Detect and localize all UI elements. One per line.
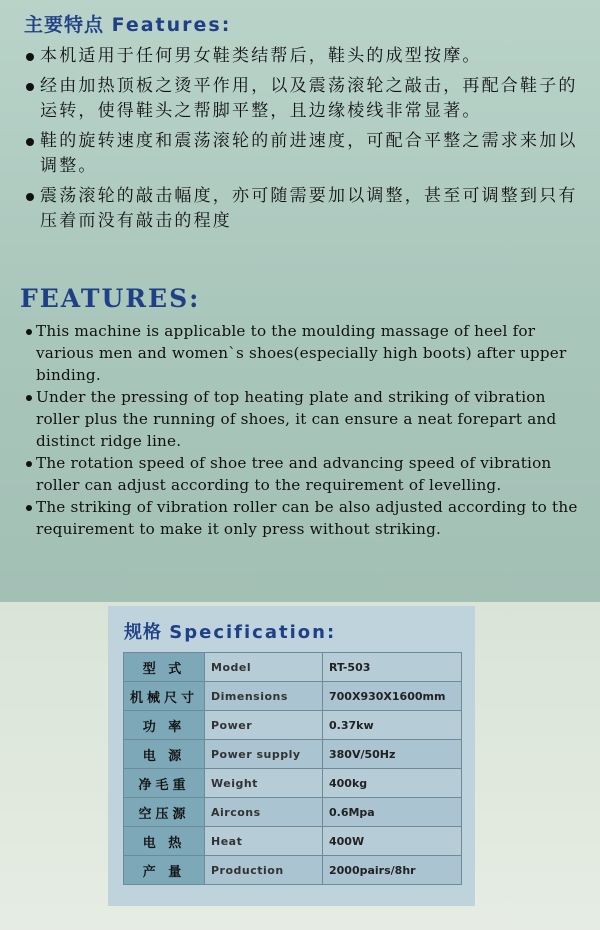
spec-title: [124, 618, 336, 644]
spec-value: 0.6Mpa: [323, 798, 462, 827]
en-feature-item: This machine is applicable to the moulding massage of heel for various men and women`s shoes(especially high boots) after upper binding.: [26, 320, 586, 386]
spec-label-cn: 电 热: [124, 827, 205, 856]
cn-features-heading: [24, 10, 231, 37]
spec-label-cn: 型 式: [124, 653, 205, 682]
spec-title-english: Specification:: [169, 622, 337, 643]
specification-panel: [108, 606, 475, 906]
bullet-icon: [26, 329, 32, 335]
spec-label-en: Dimensions: [205, 682, 323, 711]
spec-value: 2000pairs/8hr: [323, 856, 462, 885]
spec-label-cn: 空压源: [124, 798, 205, 827]
spec-label-en: Heat: [205, 827, 323, 856]
spec-label-cn: 产 量: [124, 856, 205, 885]
cn-feature-item: 经由加热顶板之烫平作用，以及震荡滚轮之敲击，再配合鞋子的运转，使得鞋头之帮脚平整，且边缘棱线非常显著。: [26, 74, 586, 124]
en-feature-item: The rotation speed of shoe tree and advancing speed of vibration roller can adjust according to the requirement of levelling.: [26, 452, 586, 496]
bullet-icon: [26, 461, 32, 467]
bullet-icon: [26, 395, 32, 401]
spec-row-weight: [124, 769, 462, 798]
bullet-icon: [26, 193, 34, 201]
spec-value: 380V/50Hz: [323, 740, 462, 769]
spec-label-cn: 功 率: [124, 711, 205, 740]
spec-value: 400W: [323, 827, 462, 856]
spec-row-model: [124, 653, 462, 682]
spec-label-cn: 电 源: [124, 740, 205, 769]
en-features-heading: FEATURES:: [20, 284, 201, 313]
cn-feature-list: [26, 44, 586, 239]
spec-row-dimensions: [124, 682, 462, 711]
spec-label-cn: 净毛重: [124, 769, 205, 798]
bullet-icon: [26, 53, 34, 61]
spec-row-power-supply: [124, 740, 462, 769]
cn-feature-item: 鞋的旋转速度和震荡滚轮的前进速度，可配合平整之需求来加以调整。: [26, 129, 586, 179]
spec-label-cn: 机械尺寸: [124, 682, 205, 711]
en-feature-item: The striking of vibration roller can be also adjusted according to the requirement to make it only press without striking.: [26, 496, 586, 540]
cn-heading-english: Features:: [111, 14, 232, 36]
spec-value: 0.37kw: [323, 711, 462, 740]
spec-label-en: Production: [205, 856, 323, 885]
bullet-icon: [26, 138, 34, 146]
spec-value: RT-503: [323, 653, 462, 682]
spec-value: 700X930X1600mm: [323, 682, 462, 711]
en-feature-item: Under the pressing of top heating plate and striking of vibration roller plus the running of shoes, it can ensure a neat forepart and distinct ridge line.: [26, 386, 586, 452]
spec-label-en: Model: [205, 653, 323, 682]
cn-feature-item: 震荡滚轮的敲击幅度，亦可随需要加以调整，甚至可调整到只有压着而没有敲击的程度: [26, 184, 586, 234]
bullet-icon: [26, 83, 34, 91]
spec-label-en: Weight: [205, 769, 323, 798]
bullet-icon: [26, 505, 32, 511]
cn-feature-item: 本机适用于任何男女鞋类结帮后，鞋头的成型按摩。: [26, 44, 586, 69]
spec-row-heat: [124, 827, 462, 856]
spec-label-en: Power: [205, 711, 323, 740]
spec-table: [123, 652, 462, 885]
en-feature-list: [26, 320, 586, 540]
spec-row-production: [124, 856, 462, 885]
spec-value: 400kg: [323, 769, 462, 798]
spec-row-power: [124, 711, 462, 740]
spec-label-en: Power supply: [205, 740, 323, 769]
cn-heading-chinese: 主要特点: [24, 14, 105, 36]
spec-label-en: Aircons: [205, 798, 323, 827]
spec-title-chinese: 规格: [124, 622, 162, 643]
spec-row-aircons: [124, 798, 462, 827]
